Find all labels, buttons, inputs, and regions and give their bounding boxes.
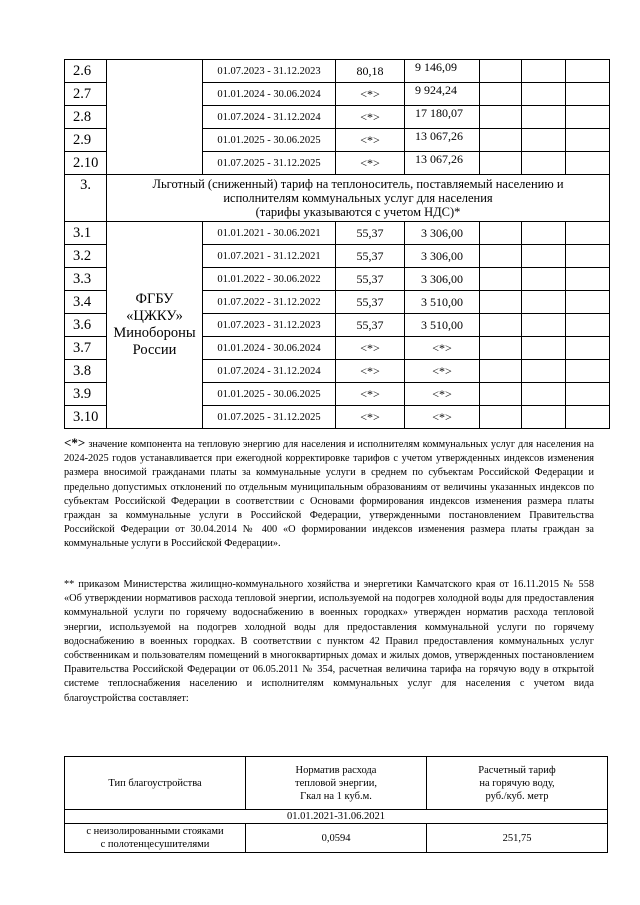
empty-cell [522, 245, 566, 268]
empty-cell [480, 60, 522, 83]
table2-period-row [65, 810, 608, 824]
tariff-value-cell [405, 406, 480, 429]
period-cell: 01.01.2021-31.06.2021 [65, 810, 608, 824]
tariff-value: 13 067,26 [415, 152, 463, 166]
organization-line3: Минобороны [113, 325, 196, 341]
period-cell: 01.07.2025 - 31.12.2025 [203, 406, 336, 429]
table2-data-row [65, 824, 608, 853]
empty-cell [566, 83, 610, 106]
col-header-norm [246, 757, 427, 810]
tariff-value: <*> [432, 363, 452, 378]
row-number: 3.7 [65, 337, 107, 360]
empty-cell [522, 291, 566, 314]
tariff-value: <*> [432, 409, 452, 424]
section-header-row [65, 175, 610, 222]
tariff-table [64, 59, 610, 429]
empty-cell [480, 129, 522, 152]
period-cell: 01.01.2022 - 30.06.2022 [203, 268, 336, 291]
empty-cell [566, 291, 610, 314]
tariff-value: 3 510,00 [421, 294, 463, 309]
footnote-double-star [64, 578, 594, 706]
tariff-value-cell [405, 360, 480, 383]
empty-cell [566, 406, 610, 429]
component-cell: <*> [336, 129, 405, 152]
row-number: 3.4 [65, 291, 107, 314]
component-cell: 55,37 [336, 268, 405, 291]
tariff-value: 3 306,00 [421, 271, 463, 286]
row-number: 3.6 [65, 314, 107, 337]
col-header-type: Тип благоустройства [65, 757, 246, 810]
row-number: 2.6 [65, 60, 107, 83]
col-header-norm-line1: Норматив расхода [295, 764, 377, 776]
row-number: 2.10 [65, 152, 107, 175]
row-number: 3.10 [65, 406, 107, 429]
footnote-double-star-text: ** приказом Министерства жилищно-коммунального хозяйства и энергетики Камчатского края от 16.11.2015 № 558 «Об утверждении нормативов расхода тепловой энергии, используемой на подогрев холодной воды для предоставления коммунальной услуги по горячему водоснабжению в военных городках» утвержден норматив расхода тепловой энергии, используемой на подогрев холодной воды для предоставления коммунальной услуги по горячему водоснабжению в военных городках. В соответствии с пунктом 42 Правил предоставления коммунальных услуг собственникам и пользователям помещений в многоквартирных домах и жилых домов, утвержденных постановлением Правительства Российской Федерации от 06.05.2011 № 354, расчетная величина тарифа на горячую воду в открытой системе теплоснабжения населению и исполнителям коммунальных услуг для населения с учетом вида благоустройства составляет: [64, 579, 594, 704]
tariff-value-cell [405, 106, 480, 129]
empty-cell [480, 152, 522, 175]
tariff-value: 9 924,24 [415, 83, 457, 97]
hot-water-tariff-table [64, 756, 608, 853]
tariff-value-cell [405, 129, 480, 152]
period-cell: 01.01.2025 - 30.06.2025 [203, 129, 336, 152]
footnote-star-text: значение компонента на тепловую энергию для населения и исполнителям коммунальных услуг для населения на 2024-2025 годов устанавливается при ежегодной корректировке тарифов с учетом утвержденных индексов изменения размера вносимой гражданами платы за коммунальные услуги в среднем по субъектам Российской Федерации и предельно допустимых отклонений по отдельным муниципальным образованиям от величины указанных индексов по субъектам Российской Федерации в соответствии с Основами формирования индексов изменения размера платы граждан за коммунальные услуги в Российской Федерации, утвержденными постановлением Правительства Российской Федерации от 30.04.2014 № 400 «О формировании индексов изменения размера платы граждан за коммунальные услуги в Российской Федерации». [64, 439, 594, 550]
empty-cell [522, 129, 566, 152]
empty-cell [480, 291, 522, 314]
empty-cell [522, 406, 566, 429]
empty-cell [566, 106, 610, 129]
period-cell: 01.01.2024 - 30.06.2024 [203, 83, 336, 106]
norm-cell: 0,0594 [246, 824, 427, 853]
empty-cell [566, 383, 610, 406]
component-cell: 55,37 [336, 291, 405, 314]
component-cell: 55,37 [336, 314, 405, 337]
empty-cell [522, 314, 566, 337]
tariff-value: <*> [432, 340, 452, 355]
component-cell: <*> [336, 152, 405, 175]
tariff-value: 13 067,26 [415, 129, 463, 143]
tariff-value-cell [405, 245, 480, 268]
type-cell-line1: с неизолированными стояками [86, 826, 224, 837]
tariff-table-body [65, 60, 610, 429]
tariff-value-cell [405, 222, 480, 245]
empty-cell [522, 222, 566, 245]
section-title-line1: Льготный (сниженный) тариф на теплоноситель, поставляемый населению и [152, 177, 564, 191]
col-header-tariff-line2: на горячую воду, [479, 777, 555, 789]
empty-cell [566, 245, 610, 268]
row-number: 2.9 [65, 129, 107, 152]
component-cell: 80,18 [336, 60, 405, 83]
col-header-tariff-line3: руб./куб. метр [485, 790, 549, 802]
tariff-value-cell [405, 268, 480, 291]
row-number: 3.2 [65, 245, 107, 268]
organization-cell [107, 222, 203, 429]
empty-cell [566, 60, 610, 83]
col-header-tariff-line1: Расчетный тариф [478, 764, 556, 776]
component-cell: 55,37 [336, 222, 405, 245]
empty-cell [480, 83, 522, 106]
tariff-value-cell [405, 152, 480, 175]
tariff-value: 3 306,00 [421, 248, 463, 263]
component-cell: <*> [336, 383, 405, 406]
empty-cell [566, 222, 610, 245]
tariff-value: 3 510,00 [421, 317, 463, 332]
section-title-line3: (тарифы указываются с учетом НДС)* [255, 205, 461, 219]
empty-cell [522, 337, 566, 360]
col-header-norm-line2: тепловой энергии, [295, 777, 377, 789]
empty-cell [522, 360, 566, 383]
period-cell: 01.07.2025 - 31.12.2025 [203, 152, 336, 175]
tariff-value: 9 146,09 [415, 60, 457, 74]
tariff-cell: 251,75 [427, 824, 608, 853]
tariff-value: 17 180,07 [415, 106, 463, 120]
component-cell: <*> [336, 360, 405, 383]
col-header-tariff [427, 757, 608, 810]
period-cell: 01.01.2024 - 30.06.2024 [203, 337, 336, 360]
period-cell: 01.07.2024 - 31.12.2024 [203, 360, 336, 383]
empty-cell [480, 314, 522, 337]
tariff-value-cell [405, 60, 480, 83]
organization-line1: ФГБУ [135, 291, 174, 307]
section-number: 3. [65, 175, 107, 222]
component-cell: <*> [336, 106, 405, 129]
row-number: 2.8 [65, 106, 107, 129]
empty-cell [480, 268, 522, 291]
tariff-value-cell [405, 83, 480, 106]
period-cell: 01.07.2023 - 31.12.2023 [203, 314, 336, 337]
empty-cell [480, 360, 522, 383]
empty-cell [566, 314, 610, 337]
empty-cell [480, 106, 522, 129]
type-cell [65, 824, 246, 853]
org-cell-empty [107, 60, 203, 175]
row-number: 3.3 [65, 268, 107, 291]
component-cell: <*> [336, 406, 405, 429]
row-number: 3.8 [65, 360, 107, 383]
component-cell: <*> [336, 83, 405, 106]
row-number: 3.1 [65, 222, 107, 245]
period-cell: 01.01.2021 - 30.06.2021 [203, 222, 336, 245]
tariff-value: 3 306,00 [421, 225, 463, 240]
empty-cell [522, 83, 566, 106]
table-row [65, 60, 610, 83]
empty-cell [480, 406, 522, 429]
empty-cell [566, 129, 610, 152]
tariff-value-cell [405, 291, 480, 314]
period-cell: 01.07.2021 - 31.12.2021 [203, 245, 336, 268]
empty-cell [522, 152, 566, 175]
footnote-marker: <*> [64, 435, 86, 450]
empty-cell [522, 106, 566, 129]
type-cell-line2: с полотенцесушителями [100, 839, 210, 850]
footnote-star [64, 436, 594, 552]
empty-cell [566, 360, 610, 383]
component-cell: 55,37 [336, 245, 405, 268]
empty-cell [480, 383, 522, 406]
period-cell: 01.07.2022 - 31.12.2022 [203, 291, 336, 314]
section-title [107, 175, 610, 222]
empty-cell [480, 245, 522, 268]
empty-cell [566, 337, 610, 360]
row-number: 3.9 [65, 383, 107, 406]
organization-line4: России [132, 342, 177, 358]
period-cell: 01.01.2025 - 30.06.2025 [203, 383, 336, 406]
tariff-value-cell [405, 337, 480, 360]
empty-cell [566, 152, 610, 175]
row-number: 2.7 [65, 83, 107, 106]
empty-cell [566, 268, 610, 291]
empty-cell [480, 222, 522, 245]
empty-cell [480, 337, 522, 360]
period-cell: 01.07.2023 - 31.12.2023 [203, 60, 336, 83]
tariff-value: <*> [432, 386, 452, 401]
empty-cell [522, 268, 566, 291]
table-row [65, 222, 610, 245]
component-cell: <*> [336, 337, 405, 360]
section-title-line2: исполнителям коммунальных услуг для населения [223, 191, 493, 205]
tariff-value-cell [405, 314, 480, 337]
empty-cell [522, 60, 566, 83]
table2-header-row [65, 757, 608, 810]
period-cell: 01.07.2024 - 31.12.2024 [203, 106, 336, 129]
tariff-value-cell [405, 383, 480, 406]
organization-line2: «ЦЖКУ» [126, 308, 183, 324]
col-header-norm-line3: Гкал на 1 куб.м. [300, 790, 372, 802]
empty-cell [522, 383, 566, 406]
